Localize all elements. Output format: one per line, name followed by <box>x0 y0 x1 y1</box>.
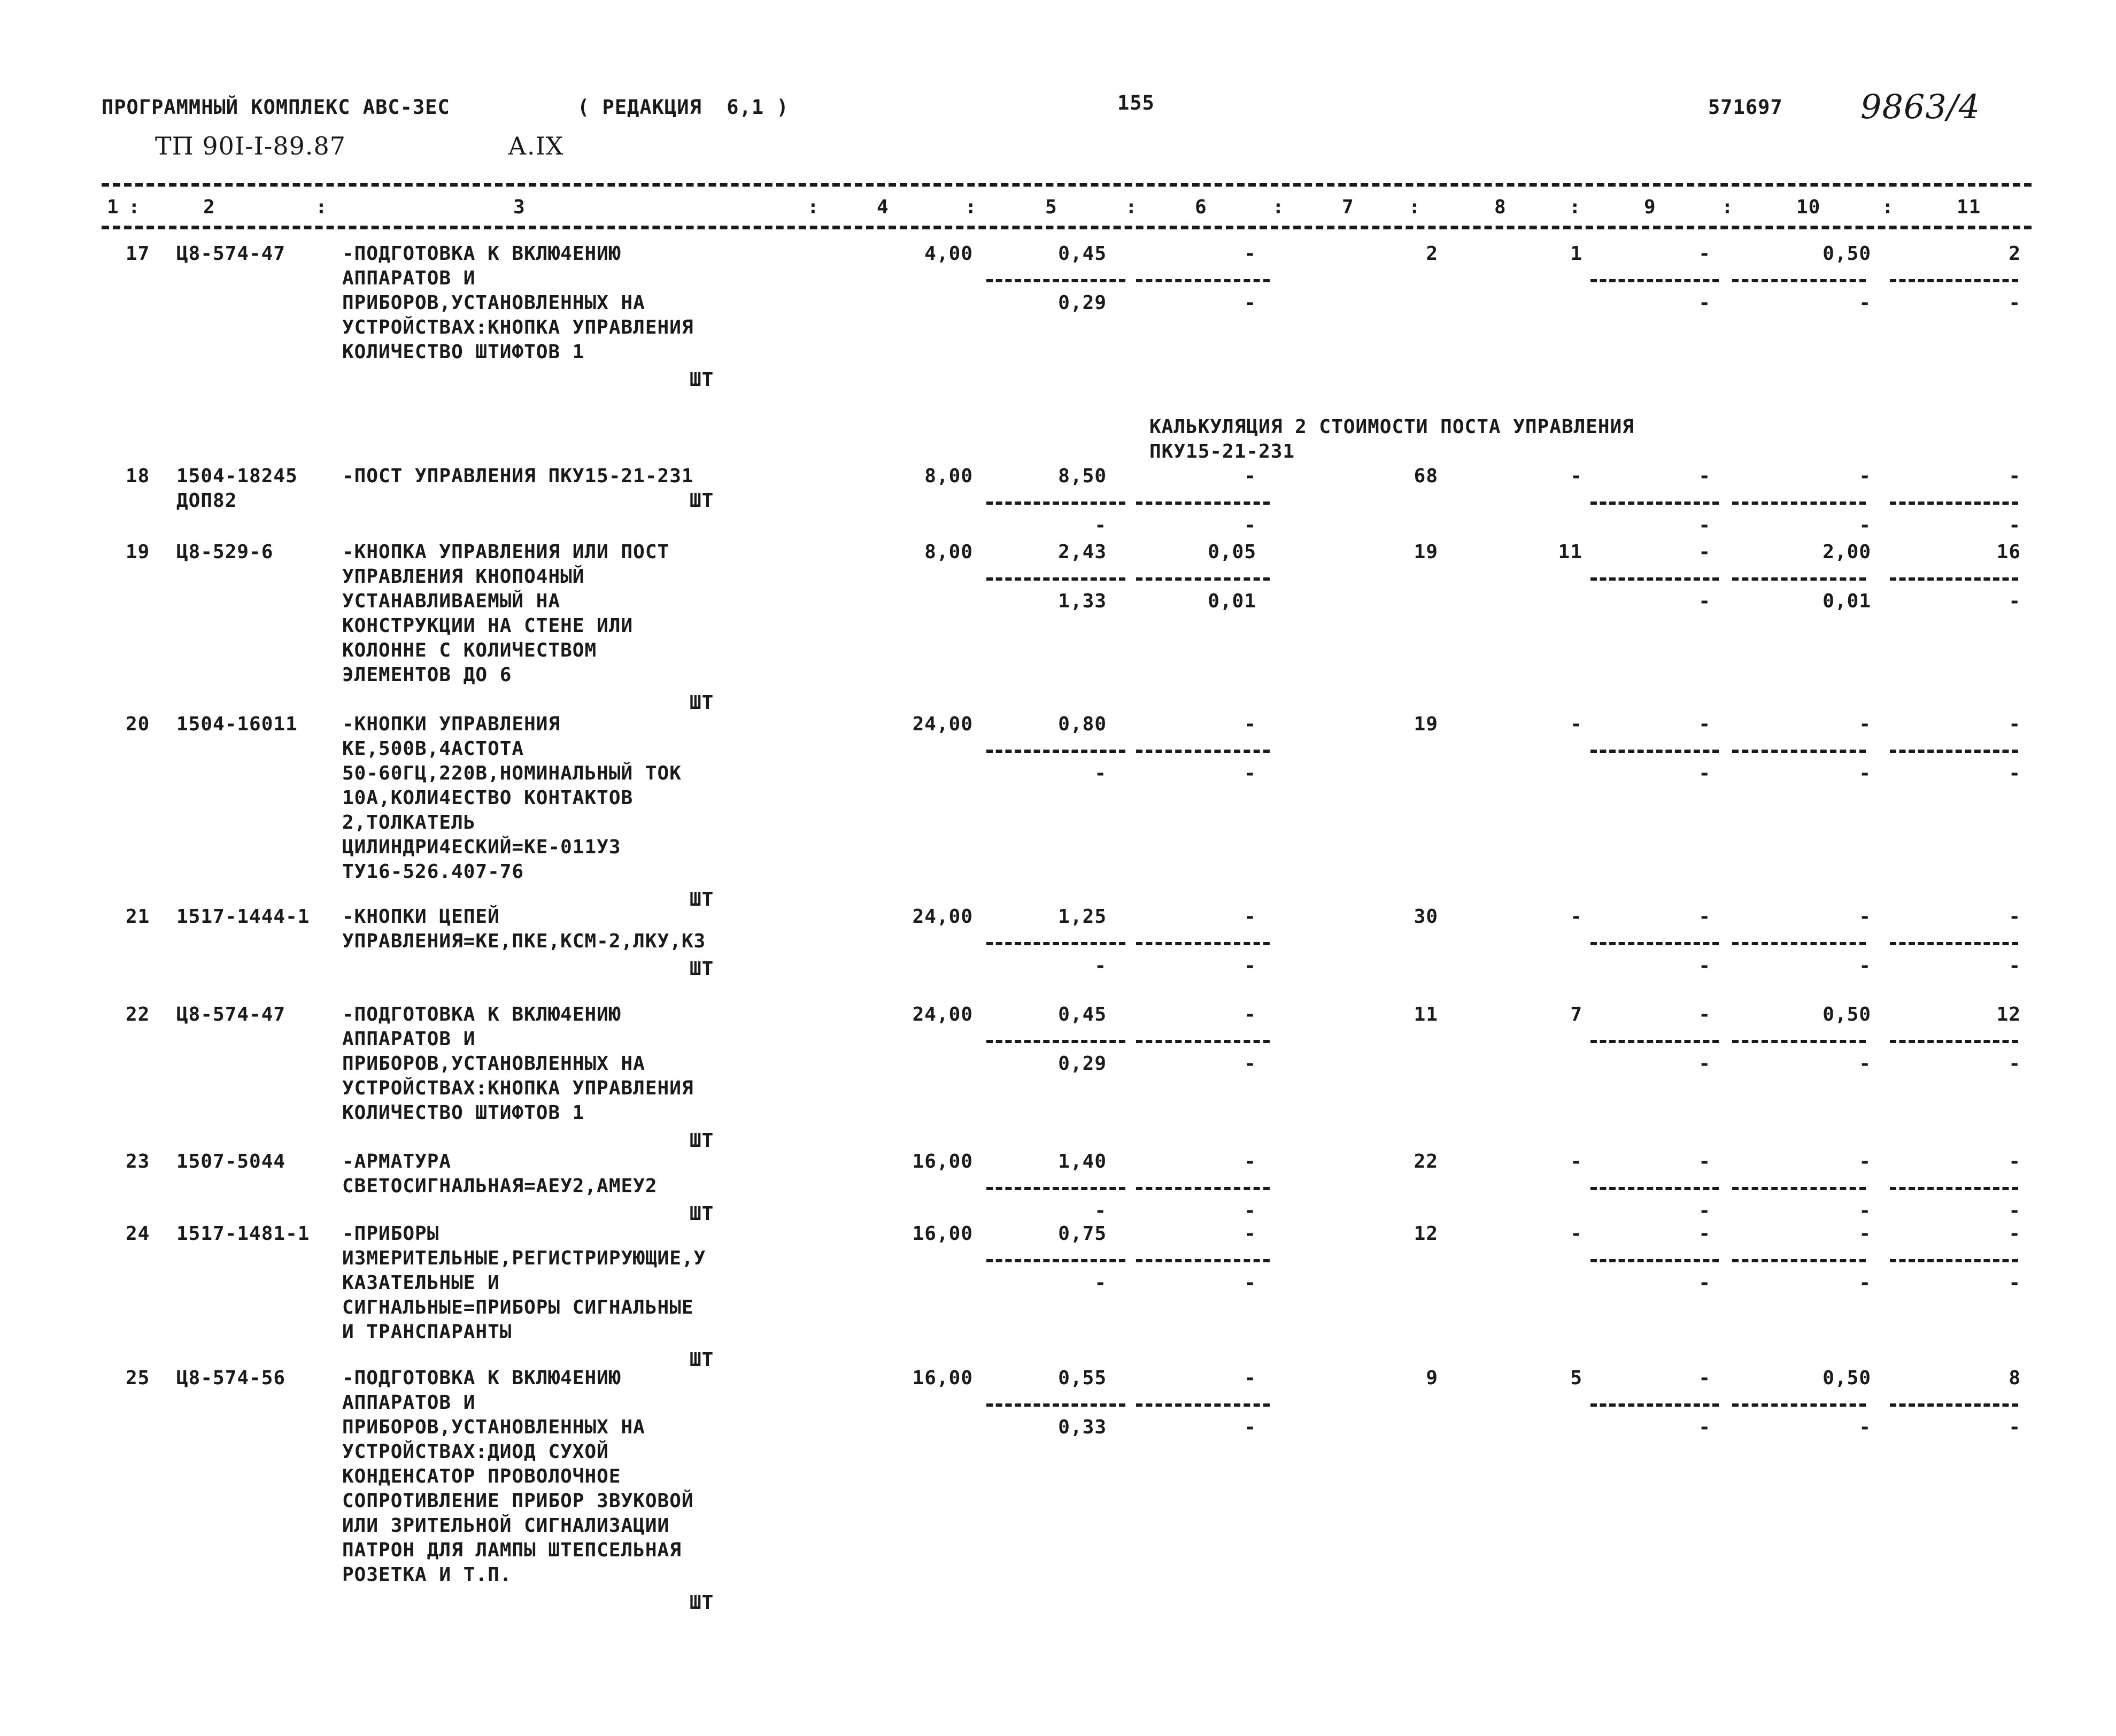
item-description-line: АППАРАТОВ И <box>342 267 476 289</box>
row-divider <box>1136 1403 1270 1407</box>
row-divider <box>1732 1187 1866 1190</box>
machine-value: 0,05 <box>1208 541 1256 563</box>
item-description-line: ИЛИ ЗРИТЕЛЬНОЙ СИГНАЛИЗАЦИИ <box>342 1515 670 1537</box>
row-divider <box>986 1040 1125 1043</box>
row-divider <box>1136 1259 1270 1262</box>
labor-value: - <box>1859 1223 1871 1245</box>
cost-wage-value: - <box>1094 955 1107 977</box>
cost-wage-value: 0,33 <box>1058 1416 1107 1438</box>
col9-value: - <box>1698 713 1711 735</box>
labor-sub-value: - <box>1859 955 1871 977</box>
quantity-value: 24,00 <box>912 713 973 735</box>
row-divider <box>986 942 1125 945</box>
labor-total-sub-value: - <box>2009 1272 2021 1294</box>
item-description-line: УПРАВЛЕНИЯ=КЕ,ПКЕ,КСМ-2,ЛКУ,КЗ <box>342 930 706 952</box>
item-description-line: ЭЛЕМЕНТОВ ДО 6 <box>342 664 512 686</box>
cost-value: 0,45 <box>1058 243 1107 265</box>
item-description-line: 10А,КОЛИ4ЕСТВО КОНТАКТОВ <box>342 787 634 809</box>
header-rule-top <box>102 183 2032 187</box>
row-divider <box>986 279 1125 282</box>
item-description-line: 50-60ГЦ,220В,НОМИНАЛЬНЫЙ ТОК <box>342 762 682 784</box>
labor-value: 0,50 <box>1822 243 1871 265</box>
item-description-line: -КНОПКА УПРАВЛЕНИЯ ИЛИ ПОСТ <box>342 541 670 563</box>
labor-total-sub-value: - <box>2009 292 2021 314</box>
column-header-10: 10 <box>1796 196 1821 218</box>
quantity-value: 16,00 <box>912 1223 973 1245</box>
column-header-5: 5 <box>1045 196 1057 218</box>
col9-sub-value: - <box>1698 1416 1711 1438</box>
row-divider <box>1890 501 2018 505</box>
labor-total-value: 8 <box>2009 1367 2021 1389</box>
item-description-line: УСТРОЙСТВАХ:ДИОД СУХОЙ <box>342 1441 609 1463</box>
row-divider <box>1590 1259 1719 1262</box>
row-divider <box>1732 501 1866 505</box>
row-divider <box>1590 577 1719 581</box>
item-description-line: КЕ,500В,4АСТОТА <box>342 738 524 760</box>
col9-value: - <box>1698 1004 1711 1025</box>
row-divider <box>986 1187 1125 1190</box>
col9-value: - <box>1698 906 1711 928</box>
calculation-note: КАЛЬКУЛЯЦИЯ 2 СТОИМОСТИ ПОСТА УПРАВЛЕНИЯ <box>1149 416 1634 438</box>
labor-total-value: 12 <box>1996 1004 2021 1025</box>
wage-total-value: - <box>1570 1151 1582 1172</box>
column-header-6: 6 <box>1195 196 1207 218</box>
item-description-line: -ПОДГОТОВКА К ВКЛЮ4ЕНИЮ <box>342 1004 621 1025</box>
row-divider <box>1890 1187 2018 1190</box>
project-code: ТП 90I-I-89.87 <box>155 132 346 160</box>
row-divider <box>1890 577 2018 581</box>
column-separator: : <box>1882 196 1894 218</box>
column-header-3: 3 <box>513 196 526 218</box>
edition-label: ( РЕДАКЦИЯ 6,1 ) <box>577 96 789 119</box>
labor-value: 0,50 <box>1822 1367 1871 1389</box>
column-separator: : <box>965 196 977 218</box>
labor-value: - <box>1859 1151 1871 1172</box>
col9-sub-value: - <box>1698 590 1711 612</box>
wage-total-value: 1 <box>1570 243 1582 265</box>
col9-value: - <box>1698 1151 1711 1172</box>
col9-value: - <box>1698 1367 1711 1389</box>
row-divider <box>1890 942 2018 945</box>
row-divider <box>1590 501 1719 505</box>
labor-sub-value: - <box>1859 1416 1871 1438</box>
program-title: ПРОГРАММНЫЙ КОМПЛЕКС АВС-3ЕС <box>102 96 450 119</box>
quantity-value: 24,00 <box>912 1004 973 1025</box>
machine-wage-value: - <box>1244 1416 1256 1438</box>
row-divider <box>986 750 1125 753</box>
item-description-line: -ПОДГОТОВКА К ВКЛЮ4ЕНИЮ <box>342 1367 621 1389</box>
unit-label: ШТ <box>690 490 714 512</box>
row-divider <box>1732 942 1866 945</box>
item-description-line: ПРИБОРОВ,УСТАНОВЛЕННЫХ НА <box>342 1053 645 1075</box>
unit-label: ШТ <box>690 889 714 911</box>
quantity-value: 4,00 <box>924 243 973 265</box>
cost-value: 0,80 <box>1058 713 1107 735</box>
row-divider <box>1890 1259 2018 1262</box>
labor-sub-value: - <box>1859 762 1871 784</box>
row-divider <box>1890 1403 2018 1407</box>
machine-value: - <box>1244 906 1256 928</box>
item-description-line: 2,ТОЛКАТЕЛЬ <box>342 812 476 834</box>
machine-wage-value: - <box>1244 1272 1256 1294</box>
wage-total-value: 11 <box>1558 541 1582 563</box>
row-number: 17 <box>126 243 150 265</box>
item-description-line: РОЗЕТКА И Т.П. <box>342 1564 512 1586</box>
item-description-line: КОЛИЧЕСТВО ШТИФТОВ 1 <box>342 1102 585 1124</box>
labor-total-sub-value: - <box>2009 762 2021 784</box>
machine-value: - <box>1244 1004 1256 1025</box>
cost-wage-value: 0,29 <box>1058 292 1107 314</box>
row-divider <box>1732 279 1866 282</box>
labor-sub-value: - <box>1859 514 1871 536</box>
machine-wage-value: - <box>1244 762 1256 784</box>
total-value: 12 <box>1414 1223 1438 1245</box>
total-value: 19 <box>1414 541 1438 563</box>
labor-total-value: - <box>2009 906 2021 928</box>
col9-sub-value: - <box>1698 1053 1711 1075</box>
labor-total-value: 16 <box>1996 541 2021 563</box>
row-divider <box>1590 279 1719 282</box>
column-separator: : <box>1125 196 1138 218</box>
total-value: 11 <box>1414 1004 1438 1025</box>
section-code: А.IX <box>508 132 564 160</box>
labor-total-value: - <box>2009 465 2021 487</box>
row-divider <box>1590 750 1719 753</box>
item-description-line: -ПОДГОТОВКА К ВКЛЮ4ЕНИЮ <box>342 243 621 265</box>
row-divider <box>986 1403 1125 1407</box>
labor-sub-value: - <box>1859 292 1871 314</box>
cost-value: 1,40 <box>1058 1151 1107 1172</box>
column-header-9: 9 <box>1644 196 1656 218</box>
labor-value: - <box>1859 465 1871 487</box>
cost-wage-value: - <box>1094 762 1107 784</box>
row-number: 25 <box>126 1367 150 1389</box>
item-description-line: КАЗАТЕЛЬНЫЕ И <box>342 1272 500 1294</box>
resource-code: 1517-1481-1 <box>176 1223 310 1245</box>
machine-value: - <box>1244 243 1256 265</box>
resource-code-suffix: ДОП82 <box>176 490 237 512</box>
item-description-line: КОЛОННЕ С КОЛИЧЕСТВОМ <box>342 639 597 661</box>
column-header-1: 1 <box>107 196 119 218</box>
wage-total-value: - <box>1570 906 1582 928</box>
row-divider <box>1590 1187 1719 1190</box>
labor-total-sub-value: - <box>2009 1053 2021 1075</box>
col9-value: - <box>1698 1223 1711 1245</box>
column-separator: : <box>128 196 141 218</box>
column-separator: : <box>1409 196 1421 218</box>
row-divider <box>1890 750 2018 753</box>
handwritten-number: 9863/4 <box>1860 87 1981 126</box>
machine-wage-value: - <box>1244 514 1256 536</box>
row-number: 19 <box>126 541 150 563</box>
column-separator: : <box>1721 196 1734 218</box>
unit-label: ШТ <box>690 692 714 714</box>
item-description-line: ПАТРОН ДЛЯ ЛАМПЫ ШТЕПСЕЛЬНАЯ <box>342 1539 682 1561</box>
resource-code: 1504-18245 <box>176 465 298 487</box>
item-description-line: АППАРАТОВ И <box>342 1392 476 1414</box>
machine-wage-value: - <box>1244 1200 1256 1222</box>
item-description-line: УСТАНАВЛИВАЕМЫЙ НА <box>342 590 561 612</box>
column-header-11: 11 <box>1957 196 1981 218</box>
wage-total-value: 5 <box>1570 1367 1582 1389</box>
row-number: 20 <box>126 713 150 735</box>
labor-total-value: - <box>2009 1151 2021 1172</box>
row-divider <box>1136 279 1270 282</box>
resource-code: Ц8-574-56 <box>176 1367 286 1389</box>
cost-value: 8,50 <box>1058 465 1107 487</box>
total-value: 2 <box>1426 243 1438 265</box>
unit-label: ШТ <box>690 958 714 980</box>
row-divider <box>1732 1403 1866 1407</box>
wage-total-value: - <box>1570 713 1582 735</box>
item-description-line: КОНДЕНСАТОР ПРОВОЛОЧНОЕ <box>342 1465 621 1487</box>
labor-total-value: - <box>2009 713 2021 735</box>
col9-sub-value: - <box>1698 1272 1711 1294</box>
total-value: 30 <box>1414 906 1438 928</box>
resource-code: Ц8-574-47 <box>176 1004 286 1025</box>
labor-total-value: - <box>2009 1223 2021 1245</box>
item-description-line: И ТРАНСПАРАНТЫ <box>342 1321 512 1343</box>
machine-wage-value: - <box>1244 1053 1256 1075</box>
item-description-line: -КНОПКИ ЦЕПЕЙ <box>342 906 500 928</box>
cost-value: 0,55 <box>1058 1367 1107 1389</box>
unit-label: ШТ <box>690 1349 714 1371</box>
col9-value: - <box>1698 243 1711 265</box>
item-description-line: УПРАВЛЕНИЯ КНОПО4НЫЙ <box>342 566 585 588</box>
row-divider <box>986 577 1125 581</box>
item-description-line: СОПРОТИВЛЕНИЕ ПРИБОР ЗВУКОВОЙ <box>342 1490 694 1512</box>
cost-wage-value: - <box>1094 514 1107 536</box>
quantity-value: 8,00 <box>924 465 973 487</box>
resource-code: 1507-5044 <box>176 1151 286 1172</box>
row-divider <box>1590 942 1719 945</box>
header-rule-bottom <box>102 226 2032 229</box>
cost-value: 0,75 <box>1058 1223 1107 1245</box>
column-separator: : <box>807 196 820 218</box>
col9-sub-value: - <box>1698 1200 1711 1222</box>
machine-wage-value: - <box>1244 292 1256 314</box>
item-description-line: УСТРОЙСТВАХ:КНОПКА УПРАВЛЕНИЯ <box>342 317 694 338</box>
row-divider <box>986 1259 1125 1262</box>
unit-label: ШТ <box>690 1130 714 1152</box>
machine-wage-value: - <box>1244 955 1256 977</box>
labor-value: 2,00 <box>1822 541 1871 563</box>
item-description-line: ИЗМЕРИТЕЛЬНЫЕ,РЕГИСТРИРУЮЩИЕ,У <box>342 1247 706 1269</box>
row-number: 24 <box>126 1223 150 1245</box>
quantity-value: 8,00 <box>924 541 973 563</box>
item-description-line: -ПОСТ УПРАВЛЕНИЯ ПКУ15-21-231 <box>342 465 694 487</box>
wage-total-value: - <box>1570 1223 1582 1245</box>
total-value: 68 <box>1414 465 1438 487</box>
calculation-note-code: ПКУ15-21-231 <box>1149 441 1295 462</box>
unit-label: ШТ <box>690 1592 714 1614</box>
row-divider <box>1136 1040 1270 1043</box>
column-header-8: 8 <box>1494 196 1507 218</box>
col9-sub-value: - <box>1698 514 1711 536</box>
row-divider <box>1136 501 1270 505</box>
item-description-line: СИГНАЛЬНЫЕ=ПРИБОРЫ СИГНАЛЬНЫЕ <box>342 1297 694 1318</box>
row-divider <box>1732 1040 1866 1043</box>
quantity-value: 16,00 <box>912 1367 973 1389</box>
item-description-line: КОНСТРУКЦИИ НА СТЕНЕ ИЛИ <box>342 615 634 637</box>
labor-sub-value: - <box>1859 1053 1871 1075</box>
unit-label: ШТ <box>690 369 714 391</box>
row-divider <box>1136 577 1270 581</box>
labor-sub-value: 0,01 <box>1822 590 1871 612</box>
col9-value: - <box>1698 541 1711 563</box>
machine-value: - <box>1244 1151 1256 1172</box>
total-value: 9 <box>1426 1367 1438 1389</box>
labor-total-sub-value: - <box>2009 1416 2021 1438</box>
row-divider <box>1732 750 1866 753</box>
machine-value: - <box>1244 1367 1256 1389</box>
resource-code: Ц8-574-47 <box>176 243 286 265</box>
labor-value: - <box>1859 713 1871 735</box>
machine-value: - <box>1244 713 1256 735</box>
labor-sub-value: - <box>1859 1272 1871 1294</box>
col9-value: - <box>1698 465 1711 487</box>
item-description-line: КОЛИЧЕСТВО ШТИФТОВ 1 <box>342 341 585 363</box>
resource-code: 1517-1444-1 <box>176 906 310 928</box>
labor-value: - <box>1859 906 1871 928</box>
item-description-line: УСТРОЙСТВАХ:КНОПКА УПРАВЛЕНИЯ <box>342 1077 694 1099</box>
item-description-line: -КНОПКИ УПРАВЛЕНИЯ <box>342 713 561 735</box>
cost-value: 0,45 <box>1058 1004 1107 1025</box>
cost-wage-value: - <box>1094 1272 1107 1294</box>
column-header-7: 7 <box>1342 196 1354 218</box>
wage-total-value: 7 <box>1570 1004 1582 1025</box>
item-description-line: СВЕТОСИГНАЛЬНАЯ=АЕУ2,АМЕУ2 <box>342 1175 658 1197</box>
quantity-value: 16,00 <box>912 1151 973 1172</box>
col9-sub-value: - <box>1698 955 1711 977</box>
labor-total-value: 2 <box>2009 243 2021 265</box>
column-separator: : <box>1569 196 1581 218</box>
doc-code: 571697 <box>1708 96 1783 119</box>
column-separator: : <box>1272 196 1285 218</box>
cost-value: 1,25 <box>1058 906 1107 928</box>
total-value: 19 <box>1414 713 1438 735</box>
row-number: 18 <box>126 465 150 487</box>
page-number: 155 <box>1117 91 1155 114</box>
col9-sub-value: - <box>1698 292 1711 314</box>
row-divider <box>1890 1040 2018 1043</box>
cost-value: 2,43 <box>1058 541 1107 563</box>
machine-value: - <box>1244 1223 1256 1245</box>
item-description-line: ПРИБОРОВ,УСТАНОВЛЕННЫХ НА <box>342 1416 645 1438</box>
row-divider <box>986 501 1125 505</box>
item-description-line: ТУ16-526.407-76 <box>342 861 524 883</box>
labor-total-sub-value: - <box>2009 514 2021 536</box>
cost-wage-value: - <box>1094 1200 1107 1222</box>
quantity-value: 24,00 <box>912 906 973 928</box>
row-divider <box>1732 577 1866 581</box>
item-description-line: ЦИЛИНДРИ4ЕСКИЙ=КЕ-011У3 <box>342 836 621 858</box>
column-header-4: 4 <box>877 196 889 218</box>
col9-sub-value: - <box>1698 762 1711 784</box>
row-divider <box>1590 1040 1719 1043</box>
cost-wage-value: 1,33 <box>1058 590 1107 612</box>
item-description-line: ПРИБОРОВ,УСТАНОВЛЕННЫХ НА <box>342 292 645 314</box>
item-description-line: -ПРИБОРЫ <box>342 1223 439 1245</box>
labor-total-sub-value: - <box>2009 590 2021 612</box>
machine-value: - <box>1244 465 1256 487</box>
column-header-2: 2 <box>203 196 215 218</box>
row-divider <box>1890 279 2018 282</box>
machine-wage-value: 0,01 <box>1208 590 1256 612</box>
total-value: 22 <box>1414 1151 1438 1172</box>
row-divider <box>1136 942 1270 945</box>
row-number: 22 <box>126 1004 150 1025</box>
cost-wage-value: 0,29 <box>1058 1053 1107 1075</box>
unit-label: ШТ <box>690 1203 714 1225</box>
row-divider <box>1732 1259 1866 1262</box>
item-description-line: АППАРАТОВ И <box>342 1028 476 1050</box>
labor-total-sub-value: - <box>2009 955 2021 977</box>
row-divider <box>1136 1187 1270 1190</box>
labor-sub-value: - <box>1859 1200 1871 1222</box>
labor-total-sub-value: - <box>2009 1200 2021 1222</box>
column-separator: : <box>315 196 328 218</box>
row-divider <box>1136 750 1270 753</box>
row-divider <box>1590 1403 1719 1407</box>
resource-code: Ц8-529-6 <box>176 541 274 563</box>
wage-total-value: - <box>1570 465 1582 487</box>
item-description-line: -АРМАТУРА <box>342 1151 452 1172</box>
resource-code: 1504-16011 <box>176 713 298 735</box>
row-number: 23 <box>126 1151 150 1172</box>
row-number: 21 <box>126 906 150 928</box>
labor-value: 0,50 <box>1822 1004 1871 1025</box>
